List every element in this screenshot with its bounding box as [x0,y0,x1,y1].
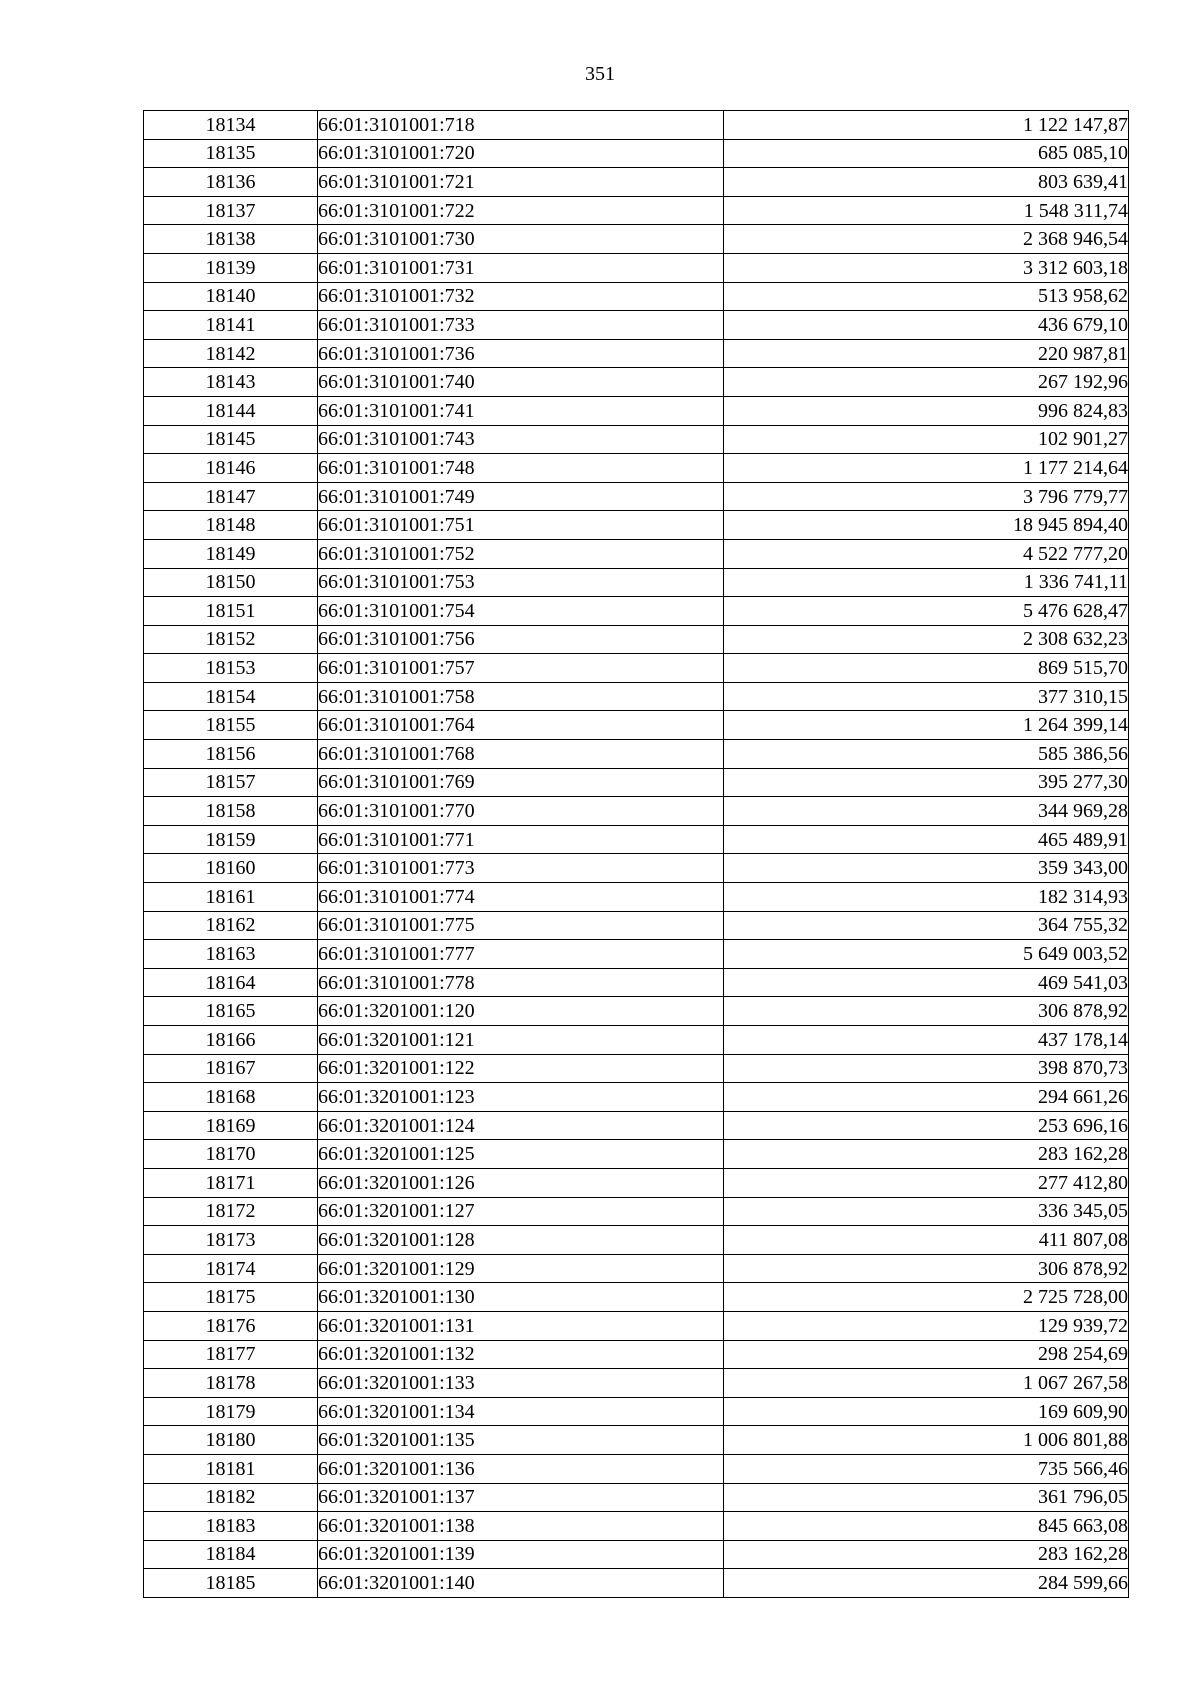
row-number-cell: 18160 [144,854,318,883]
cadastral-value-cell: 283 162,28 [724,1540,1129,1569]
table-row [144,396,1129,425]
row-number-cell: 18135 [144,139,318,168]
row-number-cell: 18150 [144,568,318,597]
cadastral-number-cell: 66:01:3101001:771 [318,825,724,854]
row-number-cell: 18181 [144,1454,318,1483]
row-number-cell: 18147 [144,482,318,511]
table-row [144,940,1129,969]
cadastral-number-cell: 66:01:3201001:132 [318,1340,724,1369]
cadastral-number-cell: 66:01:3101001:752 [318,539,724,568]
table-row [144,1226,1129,1255]
row-number-cell: 18167 [144,1054,318,1083]
cadastral-value-cell: 377 310,15 [724,682,1129,711]
cadastral-number-cell: 66:01:3101001:731 [318,253,724,282]
cadastral-value-cell: 1 177 214,64 [724,454,1129,483]
cadastral-number-cell: 66:01:3101001:777 [318,940,724,969]
cadastral-value-cell: 996 824,83 [724,396,1129,425]
cadastral-value-cell: 1 067 267,58 [724,1369,1129,1398]
row-number-cell: 18152 [144,625,318,654]
row-number-cell: 18182 [144,1483,318,1512]
cadastral-value-cell: 437 178,14 [724,1026,1129,1055]
cadastral-number-cell: 66:01:3201001:121 [318,1026,724,1055]
table-row [144,225,1129,254]
row-number-cell: 18159 [144,825,318,854]
table-row [144,511,1129,540]
table-row [144,968,1129,997]
row-number-cell: 18134 [144,111,318,140]
cadastral-value-cell: 277 412,80 [724,1168,1129,1197]
table-row [144,1140,1129,1169]
cadastral-number-cell: 66:01:3101001:743 [318,425,724,454]
cadastral-number-cell: 66:01:3101001:757 [318,654,724,683]
cadastral-value-cell: 5 476 628,47 [724,597,1129,626]
table-row [144,425,1129,454]
row-number-cell: 18170 [144,1140,318,1169]
row-number-cell: 18137 [144,196,318,225]
table-row [144,711,1129,740]
cadastral-number-cell: 66:01:3101001:736 [318,339,724,368]
cadastral-number-cell: 66:01:3101001:720 [318,139,724,168]
cadastral-value-cell: 585 386,56 [724,740,1129,769]
table-row [144,1540,1129,1569]
table-row [144,1111,1129,1140]
row-number-cell: 18151 [144,597,318,626]
cadastral-number-cell: 66:01:3101001:756 [318,625,724,654]
row-number-cell: 18158 [144,797,318,826]
cadastral-value-cell: 284 599,66 [724,1569,1129,1598]
row-number-cell: 18146 [144,454,318,483]
table-row [144,1254,1129,1283]
table-row [144,625,1129,654]
cadastral-number-cell: 66:01:3101001:722 [318,196,724,225]
table-row [144,768,1129,797]
table-row [144,539,1129,568]
cadastral-value-cell: 298 254,69 [724,1340,1129,1369]
cadastral-number-cell: 66:01:3201001:128 [318,1226,724,1255]
row-number-cell: 18174 [144,1254,318,1283]
cadastral-number-cell: 66:01:3201001:136 [318,1454,724,1483]
cadastral-number-cell: 66:01:3101001:754 [318,597,724,626]
cadastral-value-cell: 364 755,32 [724,911,1129,940]
row-number-cell: 18140 [144,282,318,311]
cadastral-number-cell: 66:01:3101001:775 [318,911,724,940]
cadastral-number-cell: 66:01:3101001:751 [318,511,724,540]
cadastral-value-cell: 182 314,93 [724,883,1129,912]
cadastral-number-cell: 66:01:3101001:721 [318,168,724,197]
cadastral-number-cell: 66:01:3101001:764 [318,711,724,740]
table-body [144,111,1129,1598]
cadastral-value-cell: 469 541,03 [724,968,1129,997]
cadastral-number-cell: 66:01:3101001:749 [318,482,724,511]
row-number-cell: 18142 [144,339,318,368]
table-row [144,139,1129,168]
cadastral-number-cell: 66:01:3201001:130 [318,1283,724,1312]
cadastral-number-cell: 66:01:3101001:740 [318,368,724,397]
cadastral-value-cell: 18 945 894,40 [724,511,1129,540]
cadastral-number-cell: 66:01:3201001:120 [318,997,724,1026]
cadastral-value-cell: 436 679,10 [724,311,1129,340]
table-row [144,1168,1129,1197]
cadastral-number-cell: 66:01:3101001:769 [318,768,724,797]
table-row [144,597,1129,626]
row-number-cell: 18155 [144,711,318,740]
table-row [144,368,1129,397]
cadastral-number-cell: 66:01:3101001:774 [318,883,724,912]
row-number-cell: 18164 [144,968,318,997]
cadastral-number-cell: 66:01:3101001:778 [318,968,724,997]
cadastral-value-cell: 253 696,16 [724,1111,1129,1140]
cadastral-number-cell: 66:01:3201001:133 [318,1369,724,1398]
cadastral-number-cell: 66:01:3101001:748 [318,454,724,483]
row-number-cell: 18163 [144,940,318,969]
cadastral-number-cell: 66:01:3101001:773 [318,854,724,883]
cadastral-value-cell: 306 878,92 [724,1254,1129,1283]
row-number-cell: 18177 [144,1340,318,1369]
cadastral-value-cell: 129 939,72 [724,1311,1129,1340]
row-number-cell: 18166 [144,1026,318,1055]
row-number-cell: 18178 [144,1369,318,1398]
cadastral-number-cell: 66:01:3201001:122 [318,1054,724,1083]
cadastral-value-cell: 845 663,08 [724,1512,1129,1541]
table-row [144,797,1129,826]
cadastral-value-cell: 2 308 632,23 [724,625,1129,654]
table-row [144,825,1129,854]
cadastral-value-table [143,110,1129,1598]
cadastral-number-cell: 66:01:3101001:758 [318,682,724,711]
row-number-cell: 18184 [144,1540,318,1569]
cadastral-value-cell: 1 264 399,14 [724,711,1129,740]
table-row [144,1311,1129,1340]
row-number-cell: 18157 [144,768,318,797]
cadastral-number-cell: 66:01:3101001:768 [318,740,724,769]
cadastral-value-cell: 283 162,28 [724,1140,1129,1169]
table-row [144,168,1129,197]
row-number-cell: 18179 [144,1397,318,1426]
table-row [144,196,1129,225]
cadastral-number-cell: 66:01:3201001:123 [318,1083,724,1112]
table-row [144,911,1129,940]
row-number-cell: 18185 [144,1569,318,1598]
row-number-cell: 18168 [144,1083,318,1112]
cadastral-value-cell: 359 343,00 [724,854,1129,883]
cadastral-number-cell: 66:01:3201001:135 [318,1426,724,1455]
row-number-cell: 18138 [144,225,318,254]
table-row [144,682,1129,711]
cadastral-number-cell: 66:01:3201001:140 [318,1569,724,1598]
table-row [144,1569,1129,1598]
cadastral-number-cell: 66:01:3201001:138 [318,1512,724,1541]
cadastral-value-cell: 685 085,10 [724,139,1129,168]
table-row [144,1397,1129,1426]
row-number-cell: 18149 [144,539,318,568]
row-number-cell: 18154 [144,682,318,711]
cadastral-value-cell: 306 878,92 [724,997,1129,1026]
table-row [144,883,1129,912]
table-row [144,1426,1129,1455]
table-row [144,1512,1129,1541]
row-number-cell: 18176 [144,1311,318,1340]
cadastral-number-cell: 66:01:3101001:770 [318,797,724,826]
cadastral-value-cell: 513 958,62 [724,282,1129,311]
table-row [144,311,1129,340]
cadastral-number-cell: 66:01:3201001:125 [318,1140,724,1169]
cadastral-number-cell: 66:01:3101001:753 [318,568,724,597]
cadastral-value-cell: 395 277,30 [724,768,1129,797]
table-row [144,1054,1129,1083]
cadastral-number-cell: 66:01:3101001:730 [318,225,724,254]
cadastral-value-cell: 2 725 728,00 [724,1283,1129,1312]
row-number-cell: 18175 [144,1283,318,1312]
row-number-cell: 18183 [144,1512,318,1541]
cadastral-value-cell: 3 312 603,18 [724,253,1129,282]
table-row [144,339,1129,368]
row-number-cell: 18156 [144,740,318,769]
cadastral-number-cell: 66:01:3101001:718 [318,111,724,140]
cadastral-value-cell: 1 006 801,88 [724,1426,1129,1455]
cadastral-value-cell: 169 609,90 [724,1397,1129,1426]
cadastral-value-cell: 1 122 147,87 [724,111,1129,140]
cadastral-number-cell: 66:01:3201001:126 [318,1168,724,1197]
cadastral-value-cell: 398 870,73 [724,1054,1129,1083]
table-row [144,253,1129,282]
cadastral-value-cell: 735 566,46 [724,1454,1129,1483]
row-number-cell: 18141 [144,311,318,340]
cadastral-value-cell: 411 807,08 [724,1226,1129,1255]
row-number-cell: 18171 [144,1168,318,1197]
cadastral-value-cell: 4 522 777,20 [724,539,1129,568]
row-number-cell: 18136 [144,168,318,197]
table-row [144,454,1129,483]
cadastral-value-cell: 1 548 311,74 [724,196,1129,225]
cadastral-value-cell: 102 901,27 [724,425,1129,454]
row-number-cell: 18161 [144,883,318,912]
row-number-cell: 18180 [144,1426,318,1455]
cadastral-value-cell: 3 796 779,77 [724,482,1129,511]
table-row [144,482,1129,511]
row-number-cell: 18172 [144,1197,318,1226]
row-number-cell: 18173 [144,1226,318,1255]
cadastral-number-cell: 66:01:3201001:124 [318,1111,724,1140]
cadastral-value-cell: 361 796,05 [724,1483,1129,1512]
row-number-cell: 18153 [144,654,318,683]
table-row [144,1483,1129,1512]
table-row [144,1197,1129,1226]
table-row [144,1083,1129,1112]
cadastral-number-cell: 66:01:3201001:137 [318,1483,724,1512]
cadastral-value-cell: 344 969,28 [724,797,1129,826]
row-number-cell: 18144 [144,396,318,425]
row-number-cell: 18162 [144,911,318,940]
cadastral-number-cell: 66:01:3201001:131 [318,1311,724,1340]
table-row [144,1369,1129,1398]
row-number-cell: 18165 [144,997,318,1026]
cadastral-number-cell: 66:01:3101001:732 [318,282,724,311]
page-number: 351 [585,63,615,85]
cadastral-value-cell: 5 649 003,52 [724,940,1129,969]
cadastral-value-cell: 2 368 946,54 [724,225,1129,254]
row-number-cell: 18148 [144,511,318,540]
cadastral-number-cell: 66:01:3201001:129 [318,1254,724,1283]
cadastral-number-cell: 66:01:3201001:127 [318,1197,724,1226]
cadastral-number-cell: 66:01:3101001:733 [318,311,724,340]
cadastral-value-cell: 803 639,41 [724,168,1129,197]
row-number-cell: 18143 [144,368,318,397]
table-row [144,282,1129,311]
table-row [144,111,1129,140]
row-number-cell: 18169 [144,1111,318,1140]
cadastral-value-cell: 220 987,81 [724,339,1129,368]
table-row [144,1340,1129,1369]
table-row [144,654,1129,683]
cadastral-value-cell: 1 336 741,11 [724,568,1129,597]
table-row [144,740,1129,769]
table-row [144,1283,1129,1312]
row-number-cell: 18139 [144,253,318,282]
cadastral-value-cell: 465 489,91 [724,825,1129,854]
cadastral-value-cell: 336 345,05 [724,1197,1129,1226]
cadastral-number-cell: 66:01:3201001:139 [318,1540,724,1569]
table-row [144,997,1129,1026]
table-row [144,1026,1129,1055]
cadastral-number-cell: 66:01:3201001:134 [318,1397,724,1426]
row-number-cell: 18145 [144,425,318,454]
cadastral-number-cell: 66:01:3101001:741 [318,396,724,425]
table-row [144,1454,1129,1483]
cadastral-value-cell: 267 192,96 [724,368,1129,397]
table-row [144,568,1129,597]
table-row [144,854,1129,883]
cadastral-value-cell: 294 661,26 [724,1083,1129,1112]
cadastral-value-cell: 869 515,70 [724,654,1129,683]
